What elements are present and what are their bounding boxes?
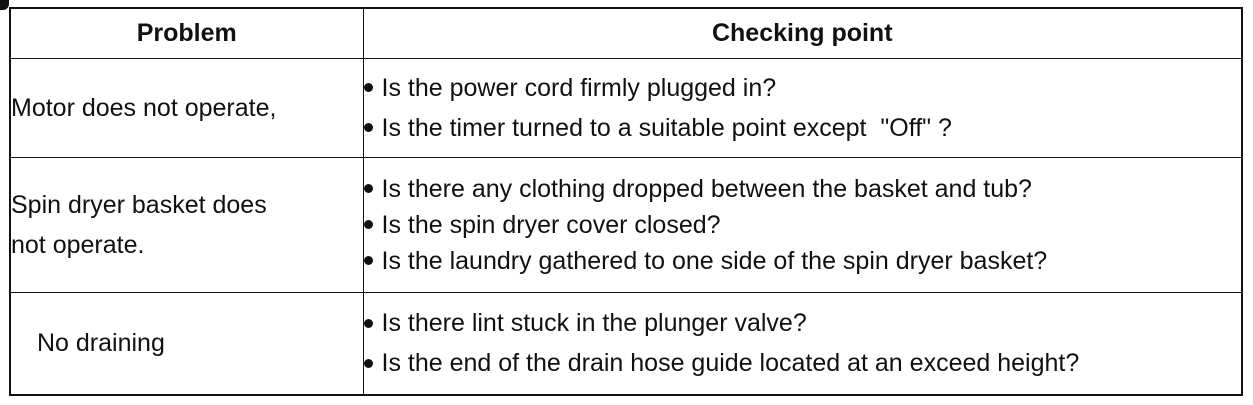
check-item [364,108,1242,148]
check-list [364,303,1242,383]
check-text: Is the timer turned to a suitable point except "Off" ? [381,113,952,142]
table-row [11,58,1241,157]
check-text: Is there lint stuck in the plunger valve? [381,309,807,338]
bullet-icon [364,359,373,368]
troubleshooting-table [9,7,1243,396]
check-cell [363,292,1241,394]
check-text: Is the power cord firmly plugged in? [381,73,777,102]
check-cell [363,157,1241,292]
header-checking-point: Checking point [363,9,1241,58]
problem-text: No draining [37,329,165,358]
problem-cell [11,58,363,157]
table-row [11,157,1241,292]
problem-text: Motor does not operate, [11,93,277,122]
check-item [364,171,1242,207]
bullet-icon [364,83,373,92]
check-list [364,171,1242,279]
bullet-icon [364,184,373,193]
check-item [364,207,1242,243]
corner-mark-icon [0,0,9,10]
problem-cell [11,157,363,292]
bullet-icon [364,319,373,328]
troubleshooting-grid [11,9,1241,394]
bullet-icon [364,123,373,132]
check-item [364,68,1242,108]
bullet-icon [364,220,373,229]
header-problem: Problem [11,9,363,58]
problem-text-line: Spin dryer basket does [11,190,267,219]
check-item [364,343,1242,383]
check-text: Is the laundry gathered to one side of the spin dryer basket? [381,246,1048,275]
problem-cell [11,292,363,394]
check-item [364,303,1242,343]
problem-text-line: not operate. [11,230,145,259]
bullet-icon [364,256,373,265]
header-row [11,9,1241,58]
table-row [11,292,1241,394]
check-item [364,243,1242,279]
check-text: Is the spin dryer cover closed? [381,210,721,239]
check-list [364,68,1242,148]
check-cell [363,58,1241,157]
check-text: Is there any clothing dropped between the basket and tub? [381,174,1032,203]
check-text: Is the end of the drain hose guide located at an exceed height? [381,349,1080,378]
